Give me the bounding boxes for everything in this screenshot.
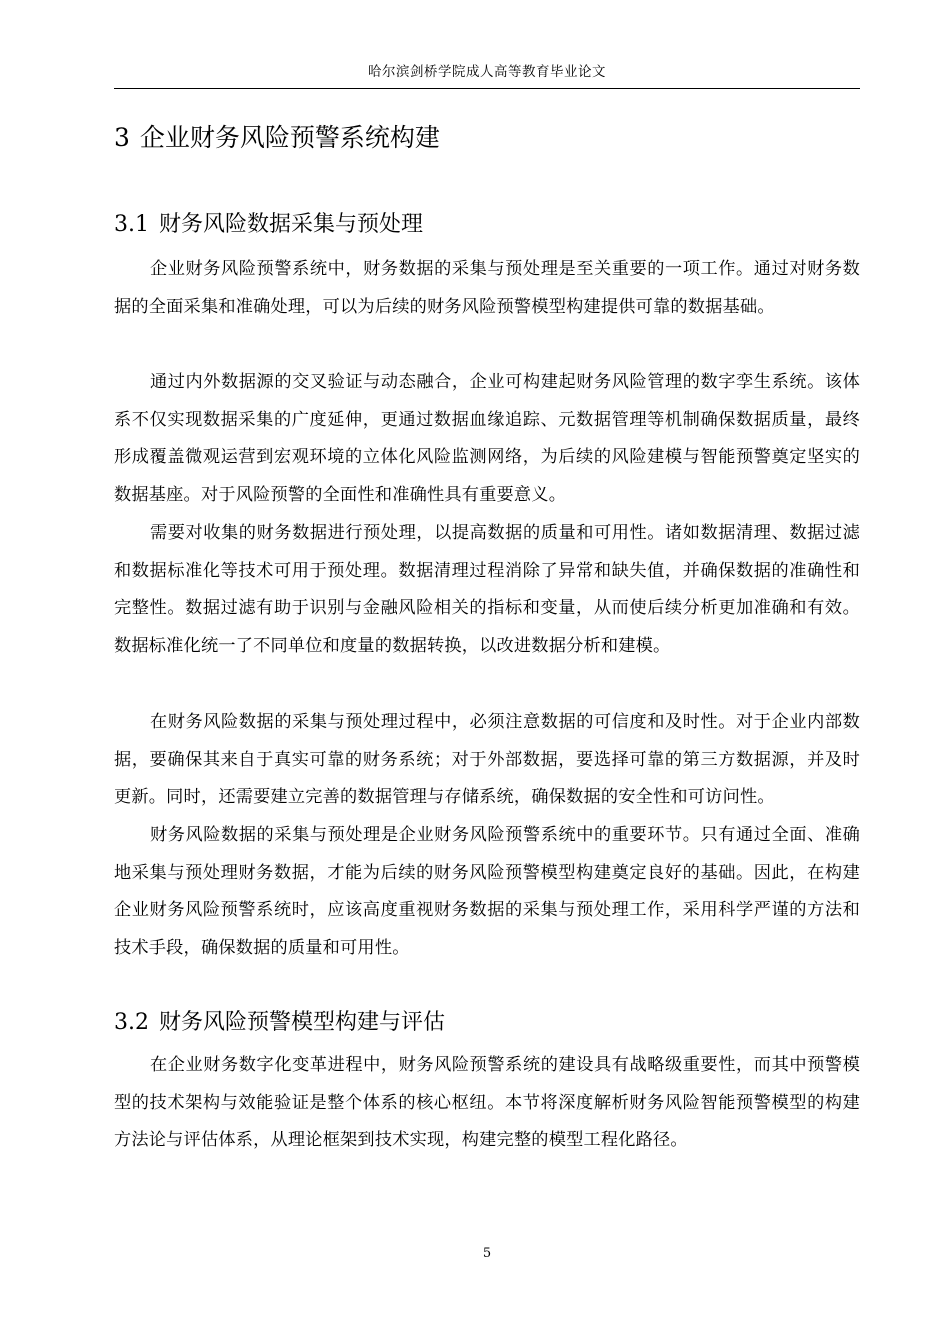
chapter-heading <box>114 118 440 158</box>
header-divider <box>114 88 860 89</box>
section-title: 财务风险预警模型构建与评估 <box>159 1010 446 1035</box>
body-paragraph: 财务风险数据的采集与预处理是企业财务风险预警系统中的重要环节。只有通过全面、准确地采集与预处理财务数据，才能为后续的财务风险预警模型构建奠定良好的基础。因此，在构建企业财务风险预警系统时，应该高度重视财务数据的采集与预处理工作，采用科学严谨的方法和技术手段，确保数据的质量和可用性。 <box>114 825 860 959</box>
body-paragraph: 需要对收集的财务数据进行预处理，以提高数据的质量和可用性。诸如数据清理、数据过滤和数据标准化等技术可用于预处理。数据清理过程消除了异常和缺失值，并确保数据的准确性和完整性。数据过滤有助于识别与金融风险相关的指标和变量，从而使后续分析更加准确和有效。数据标准化统一了不同单位和度量的数据转换，以改进数据分析和建模。 <box>114 523 860 657</box>
section-number: 3.2 <box>114 1010 149 1035</box>
section-heading-3-2 <box>114 1006 445 1040</box>
body-paragraph: 企业财务风险预警系统中，财务数据的采集与预处理是至关重要的一项工作。通过对财务数据的全面采集和准确处理，可以为后续的财务风险预警模型构建提供可靠的数据基础。 <box>114 259 860 317</box>
section-number: 3.1 <box>114 212 149 237</box>
running-header: 哈尔滨剑桥学院成人高等教育毕业论文 <box>368 64 606 80</box>
body-paragraph: 通过内外数据源的交叉验证与动态融合，企业可构建起财务风险管理的数字孪生系统。该体系不仅实现数据采集的广度延伸，更通过数据血缘追踪、元数据管理等机制确保数据质量，最终形成覆盖微观运营到宏观环境的立体化风险监测网络，为后续的风险建模与智能预警奠定坚实的数据基座。对于风险预警的全面性和准确性具有重要意义。 <box>114 372 860 506</box>
section-heading-3-1 <box>114 208 423 242</box>
section-title: 财务风险数据采集与预处理 <box>159 212 424 237</box>
body-paragraph: 在财务风险数据的采集与预处理过程中，必须注意数据的可信度和及时性。对于企业内部数据，要确保其来自于真实可靠的财务系统；对于外部数据，要选择可靠的第三方数据源，并及时更新。同时，还需要建立完善的数据管理与存储系统，确保数据的安全性和可访问性。 <box>114 712 860 808</box>
chapter-number: 3 <box>114 123 130 152</box>
page-number: 5 <box>482 1246 492 1261</box>
chapter-title: 企业财务风险预警系统构建 <box>139 123 440 152</box>
body-paragraph: 在企业财务数字化变革进程中，财务风险预警系统的建设具有战略级重要性，而其中预警模型的技术架构与效能验证是整个体系的核心枢纽。本节将深度解析财务风险智能预警模型的构建方法论与评估体系，从理论框架到技术实现，构建完整的模型工程化路径。 <box>114 1055 860 1151</box>
